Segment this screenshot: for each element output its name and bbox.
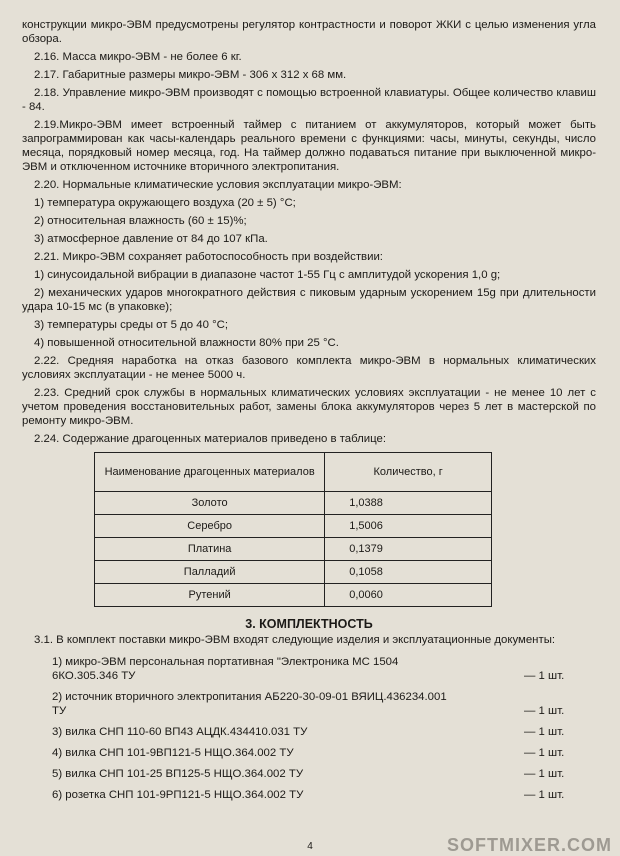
paragraph-2-24: 2.24. Содержание драгоценных материалов приведено в таблице: <box>34 433 387 445</box>
kit-item-qty: — 1 шт. <box>524 789 565 801</box>
list-item <box>52 690 596 718</box>
kit-item-qty: — 1 шт. <box>524 670 565 682</box>
material-name: Палладий <box>95 561 325 584</box>
section-title: 3. КОМПЛЕКТНОСТЬ <box>245 617 373 631</box>
material-name: Серебро <box>95 515 325 538</box>
column-header-quantity: Количество, г <box>325 453 492 492</box>
paragraph-2-23: 2.23. Средний срок службы в нормальных климатических условиях эксплуатации - не менее 10 лет с учетом проведения восстановительных работ, замены блока аккумуляторов через 5 лет в мастерской по ремонту микро-ЭВМ. <box>22 387 596 427</box>
table-row <box>95 492 492 515</box>
kit-item-qty: — 1 шт. <box>524 705 565 717</box>
material-name: Золото <box>95 492 325 515</box>
material-name: Платина <box>95 538 325 561</box>
list-item: 2) относительная влажность (60 ± 15)%; <box>34 215 247 227</box>
material-quantity: 0,0060 <box>325 584 492 607</box>
paragraph-2-19: 2.19.Микро-ЭВМ имеет встроенный таймер с питанием от аккумуляторов, который может быть запрограммирован как часы-календарь реального времени с функциями: часы, минуты, секунды, число месяца, порядковый номер месяца, год. На таймер должно подаваться питание при выключенной микро-ЭВМ и отключенном источнике вторичного электропитания. <box>22 119 596 173</box>
kit-item-text: 1) микро-ЭВМ персональная портативная "Электроника МС 1504 6КО.305.346 ТУ <box>52 656 399 682</box>
list-item: 3) температуры среды от 5 до 40 °С; <box>34 319 229 331</box>
precious-materials-table <box>94 452 492 607</box>
list-item <box>52 788 596 802</box>
kit-list <box>22 655 596 802</box>
kit-item-qty: — 1 шт. <box>524 768 565 780</box>
paragraph-2-16: 2.16. Масса микро-ЭВМ - не более 6 кг. <box>34 51 242 63</box>
list-item: 4) повышенной относительной влажности 80% при 25 °С. <box>34 337 339 349</box>
kit-item-text: 6) розетка СНП 101-9РП121-5 НЩО.364.002 ТУ <box>52 789 304 801</box>
material-quantity: 1,0388 <box>325 492 492 515</box>
material-name: Рутений <box>95 584 325 607</box>
paragraph-2-20: 2.20. Нормальные климатические условия эксплуатации микро-ЭВМ: <box>34 179 402 191</box>
kit-item-qty: — 1 шт. <box>524 726 565 738</box>
table-row <box>95 515 492 538</box>
page-number: 4 <box>307 841 313 852</box>
kit-item-qty: — 1 шт. <box>524 747 565 759</box>
list-item: 1) температура окружающего воздуха (20 ± 5) °С; <box>34 197 296 209</box>
paragraph-intro: конструкции микро-ЭВМ предусмотрены регулятор контрастности и поворот ЖКИ с целью изменения угла обзора. <box>22 19 596 45</box>
list-item <box>52 767 596 781</box>
paragraph-2-18: 2.18. Управление микро-ЭВМ производят с помощью встроенной клавиатуры. Общее количество клавиш - 84. <box>22 87 596 113</box>
list-item <box>52 746 596 760</box>
material-quantity: 0,1058 <box>325 561 492 584</box>
list-item <box>52 655 596 683</box>
kit-item-text: 2) источник вторичного электропитания АБ220-30-09-01 ВЯИЦ.436234.001 ТУ <box>52 691 447 717</box>
paragraph-3-1: 3.1. В комплект поставки микро-ЭВМ входят следующие изделия и эксплуатационные документы: <box>34 634 556 646</box>
paragraph-2-22: 2.22. Средняя наработка на отказ базового комплекта микро-ЭВМ в нормальных климатических условиях эксплуатации - не менее 5000 ч. <box>22 355 596 381</box>
material-quantity: 1,5006 <box>325 515 492 538</box>
kit-item-text: 4) вилка СНП 101-9ВП121-5 НЩО.364.002 ТУ <box>52 747 294 759</box>
material-quantity: 0,1379 <box>325 538 492 561</box>
watermark: SOFTMIXER.COM <box>447 835 612 855</box>
paragraph-2-21: 2.21. Микро-ЭВМ сохраняет работоспособность при воздействии: <box>34 251 383 263</box>
table-row <box>95 561 492 584</box>
paragraph-2-17: 2.17. Габаритные размеры микро-ЭВМ - 306 х 312 х 68 мм. <box>34 69 347 81</box>
list-item: 2) механических ударов многократного действия с пиковым ударным ускорением 15g при длительности удара 10-15 мс (в упаковке); <box>22 287 596 313</box>
table-header-row <box>95 453 492 492</box>
table-row <box>95 584 492 607</box>
kit-item-text: 3) вилка СНП 110-60 ВП43 АЦДК.434410.031 ТУ <box>52 726 308 738</box>
list-item <box>52 725 596 739</box>
list-item: 1) синусоидальной вибрации в диапазоне частот 1-55 Гц с амплитудой ускорения 1,0 g; <box>34 269 501 281</box>
column-header-material: Наименование драгоценных материалов <box>95 453 325 492</box>
table-row <box>95 538 492 561</box>
list-item: 3) атмосферное давление от 84 до 107 кПа. <box>34 233 268 245</box>
kit-item-text: 5) вилка СНП 101-25 ВП125-5 НЩО.364.002 ТУ <box>52 768 304 780</box>
